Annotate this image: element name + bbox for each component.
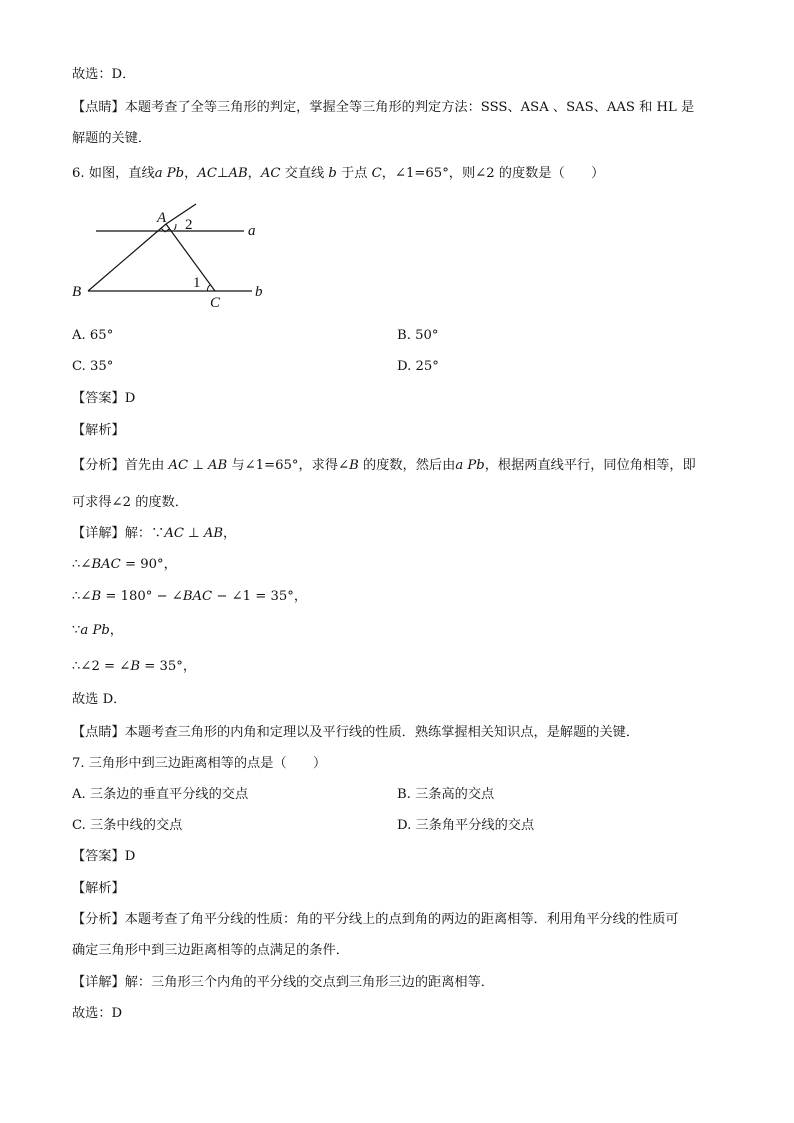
option-b: B. 50° — [397, 328, 439, 343]
question-7-stem: 7. 三角形中到三边距离相等的点是（ ） — [72, 756, 327, 771]
text-segment: ， — [247, 166, 261, 181]
label-point-a: A — [157, 210, 167, 226]
text-segment: 6. 如图，直线 — [72, 166, 155, 181]
text-segment: 交直线 — [280, 166, 329, 181]
label-point-b: B — [72, 284, 82, 300]
analysis-line: 确定三角形中到三边距离相等的点满足的条件． — [72, 943, 349, 958]
label-angle-2: 2 — [185, 217, 193, 233]
text-segment: ∵ — [72, 623, 81, 638]
angle-1-arc — [207, 285, 210, 291]
angle-2-arc — [174, 224, 176, 230]
solution-line — [72, 525, 236, 543]
option-a: A. 三条边的垂直平分线的交点 — [72, 787, 249, 802]
option-d: D. 25° — [397, 359, 439, 374]
label-line-a: a — [248, 223, 256, 239]
text-segment: 的度数，然后由 — [358, 458, 456, 473]
math-var: BAC — [182, 589, 213, 604]
answer-label: 【答案】D — [72, 391, 136, 406]
label-point-c: C — [210, 295, 221, 311]
text-segment: ， — [184, 166, 198, 181]
text-line: 故选 D． — [72, 692, 127, 707]
geometry-diagram — [66, 196, 276, 314]
text-segment: ∴∠ — [72, 557, 92, 572]
option-b: B. 三条高的交点 — [397, 787, 495, 802]
math-var: C — [371, 166, 382, 181]
option-c: C. 三条中线的交点 — [72, 818, 183, 833]
text-segment: ，根据两直线平行，同位角相等，即 — [484, 458, 696, 473]
math-symbol: ⊥ — [188, 458, 209, 473]
answer-label: 【答案】D — [72, 849, 136, 864]
text-segment: 于点 — [336, 166, 372, 181]
analysis-line: 可求得∠2 的度数． — [72, 495, 188, 510]
analysis-heading: 【解析】 — [72, 423, 125, 438]
text-segment: − ∠1 = 35°， — [212, 589, 308, 604]
text-segment: = 90°， — [120, 557, 177, 572]
math-var: AC — [260, 166, 281, 181]
text-segment: ， — [109, 623, 123, 638]
analysis-line: 【分析】本题考查了角平分线的性质：角的平分线上的点到角的两边的距离相等．利用角平分线的性质可 — [72, 912, 679, 927]
analysis-heading: 【解析】 — [72, 881, 125, 896]
text-segment: 【详解】解：∵ — [72, 526, 165, 541]
math-symbol: P — [467, 458, 477, 473]
math-var: a — [80, 623, 89, 638]
segment-ab — [88, 224, 166, 291]
math-var: b — [101, 623, 110, 638]
segment-ac — [166, 224, 215, 291]
option-a: A. 65° — [72, 328, 114, 343]
label-line-b: b — [255, 284, 263, 300]
math-var: B — [349, 458, 359, 473]
math-var: a — [154, 166, 163, 181]
math-var: b — [328, 166, 337, 181]
text-line: 故选：D — [72, 1006, 123, 1021]
math-symbol: P — [92, 623, 102, 638]
text-line: 故选：D． — [72, 67, 136, 82]
solution-step — [72, 622, 123, 640]
solution-line: 【详解】解：三角形三个内角的平分线的交点到三角形三边的距离相等． — [72, 975, 494, 990]
math-symbol: ⊥ — [183, 526, 204, 541]
math-var: AC — [168, 458, 189, 473]
text-segment: ，∠1=65°，则∠2 的度数是（ ） — [381, 166, 605, 181]
text-segment: ∴∠ — [72, 589, 92, 604]
math-symbol: P — [166, 166, 176, 181]
text-segment: = 35°， — [140, 659, 197, 674]
solution-step — [72, 588, 307, 606]
text-line: 【点睛】本题考查三角形的内角和定理以及平行线的性质．熟练掌握相关知识点，是解题的关键． — [72, 725, 640, 740]
text-line: 【点睛】本题考查了全等三角形的判定，掌握全等三角形的判定方法：SSS、ASA 、SAS、AAS 和 HL 是 — [72, 100, 695, 115]
text-segment: ∴∠2 = ∠ — [72, 659, 131, 674]
label-angle-1: 1 — [193, 275, 201, 291]
math-var: AC — [197, 166, 217, 181]
text-segment: 与∠1=65°，求得∠ — [227, 458, 350, 473]
math-var: B — [91, 589, 102, 604]
question-6-stem — [72, 165, 604, 183]
math-var: AB — [208, 458, 228, 473]
math-var: B — [130, 659, 141, 674]
solution-step — [72, 658, 196, 676]
math-var: AB — [203, 526, 224, 541]
math-var: AC — [164, 526, 184, 541]
text-segment: 【分析】首先由 — [72, 458, 169, 473]
math-symbol: ⊥ — [216, 166, 229, 181]
option-c: C. 35° — [72, 359, 114, 374]
math-var: BAC — [91, 557, 121, 572]
option-d: D. 三条角平分线的交点 — [397, 818, 535, 833]
analysis-line — [72, 457, 696, 475]
text-line: 解题的关键． — [72, 131, 152, 146]
math-var: b — [476, 458, 485, 473]
math-var: b — [175, 166, 185, 181]
text-segment: = 180° − ∠ — [101, 589, 183, 604]
text-segment: ， — [223, 526, 237, 541]
math-var: a — [455, 458, 464, 473]
math-var: AB — [228, 166, 248, 181]
solution-step — [72, 556, 177, 574]
